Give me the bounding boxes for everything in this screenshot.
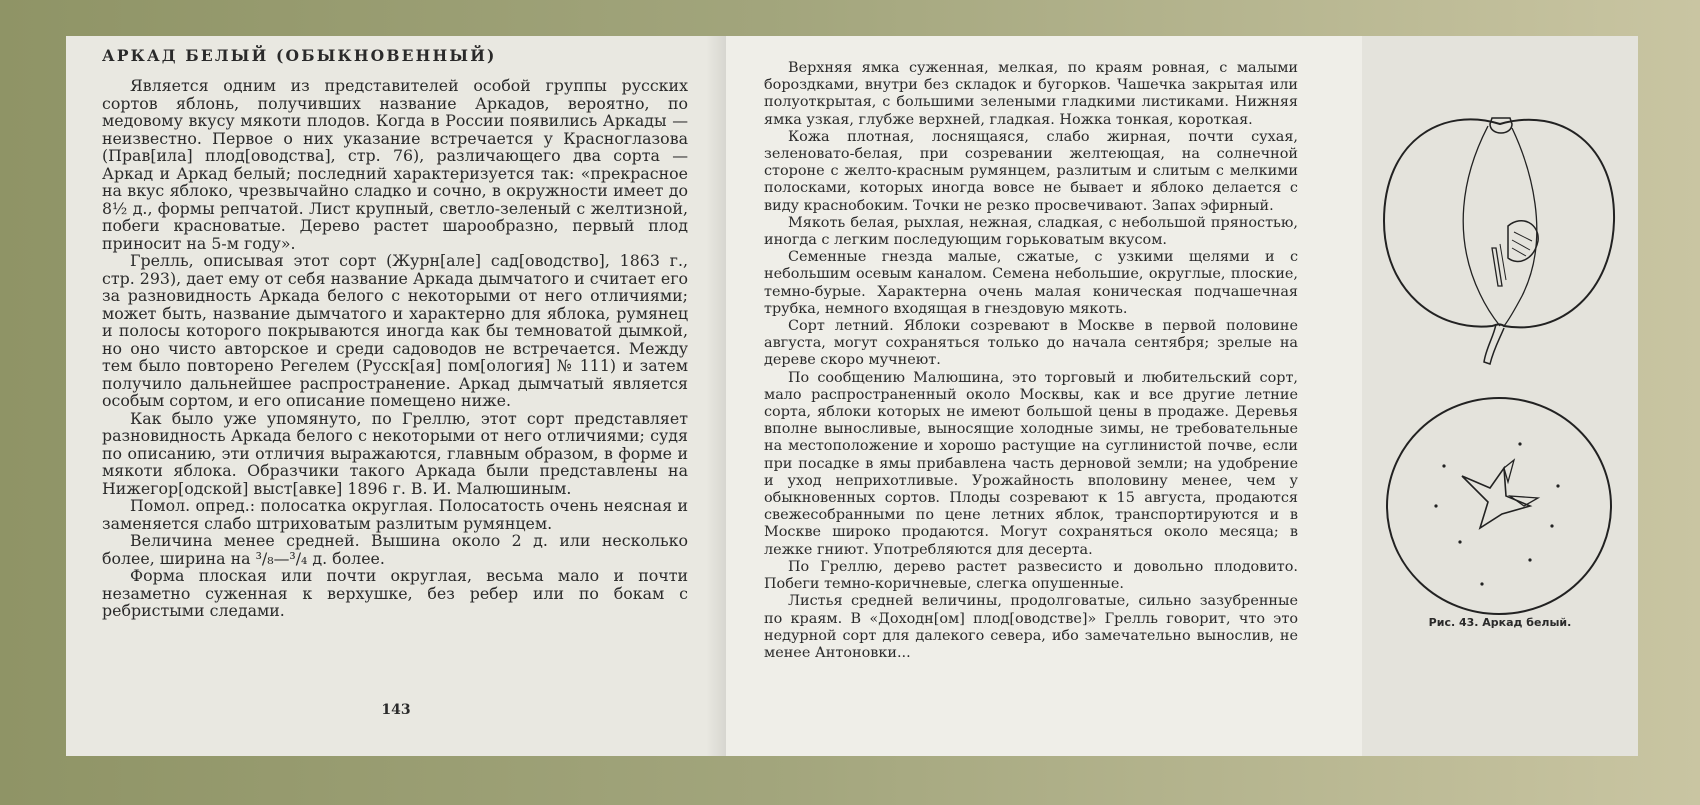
- page-gutter-shadow: [706, 36, 726, 756]
- paragraph: Семенные гнезда малые, сжатые, с узкими щелями и с небольшим осевым каналом. Семена небольшие, округлые, плоские, темно-бурые. Характерна очень малая коническая подчашечная трубка, немного входящая в гнездовую мякоть.: [764, 249, 1298, 317]
- figure-page: [1362, 36, 1638, 756]
- paragraph: Листья средней величины, продолговатые, сильно зазубренные по краям. В «Доходн[ом] плод[оводстве]» Грелль говорит, что это недурной сорт для далекого севера, ибо замечательно вынослив, не менее Антоновки...: [764, 593, 1298, 661]
- page-number: 143: [381, 702, 411, 718]
- apple-cross-section-drawing: [1387, 398, 1611, 614]
- paragraph: Сорт летний. Яблоки созревают в Москве в первой половине августа, могут сохраняться только до начала сентября; зрелые на дереве скоро мучнеют.: [764, 318, 1298, 369]
- paragraph: Верхняя ямка суженная, мелкая, по краям ровная, с малыми бороздками, внутри без складок и бугорков. Чашечка закрытая или полуоткрытая, с большими зелеными гладкими листиками. Нижняя ямка узкая, глубже верхней, гладкая. Ножка тонкая, короткая.: [764, 60, 1298, 128]
- paragraph: Кожа плотная, лоснящаяся, слабо жирная, почти сухая, зеленовато-белая, при созревании желтеющая, на солнечной стороне с желто-красным румянцем, разлитым и слитым с мелкими полосками, которых иногда вовсе не бывает и яблоко делается с виду краснобоким. Точки не резко просвечивают. Запах эфирный.: [764, 128, 1298, 214]
- paragraph: По Греллю, дерево растет развесисто и довольно плодовито. Побеги темно-коричневые, слегка опушенные.: [764, 558, 1298, 593]
- apple-illustration: [1362, 36, 1638, 756]
- apple-section-drawing: [1384, 118, 1614, 364]
- figure-caption: Рис. 43. Аркад белый.: [1428, 616, 1572, 629]
- paragraph: Является одним из представителей особой группы русских сортов яблонь, получивших название Аркадов, вероятно, по медовому вкусу мякоти плодов. Когда в России появились Аркады — неизвестно. Первое о них указание встречается у Красноглазова (Прав[ила] плод[оводства], стр. 76), различающего два сорта — Аркад и Аркад белый; последний характеризуется так: «прекрасное на вкус яблоко, чрезвычайно сладко и сочно, в окружности имеет до 8½ д., формы репчатой. Лист крупный, светло-зеленый с желтизной, побеги красноватые. Дерево растет шарообразно, первый плод приносит на 5-м году».: [102, 76, 688, 253]
- paragraph: Помол. опред.: полосатка округлая. Полосатость очень неясная и заменяется слабо штриховатым разлитым румянцем.: [102, 496, 688, 533]
- paragraph: Как было уже упомянуто, по Греллю, этот сорт представляет разновидность Аркада белого с некоторыми от него отличиями; судя по описанию, эти отличия выражаются, главным образом, в форме и мякоти яблока. Образчики такого Аркада были представлены на Нижегор[одской] выст[авке] 1896 г. В. И. Малюшиным.: [102, 408, 688, 498]
- paragraph: Грелль, описывая этот сорт (Журн[але] сад[оводство], 1863 г., стр. 293), дает ему от себя название Аркада дымчатого и считает его за разновидность Аркада белого с некоторыми от него отличиями; может быть, название дымчатого и характерно для яблока, румянец и полосы которого покрываются иногда как бы темноватой дымкой, но оно чисто авторское и среди садоводов не встречается. Между тем было повторено Регелем (Русск[ая] пом[ология] № 111) и затем получило дальнейшее распространение. Аркад дымчатый является особым сортом, и его описание помещено ниже.: [102, 251, 688, 410]
- left-page: [66, 36, 726, 756]
- page-heading: АРКАД БЕЛЫЙ (ОБЫКНОВЕННЫЙ): [102, 46, 497, 65]
- paragraph: По сообщению Малюшина, это торговый и любительский сорт, мало распространенный около Москвы, как и все другие летние сорта, яблоки которых не имеют большой цены в продаже. Деревья вполне выносливые, выносящие холодные зимы, не требовательные на местоположение и хорошо растущие на суглинистой почве, если при посадке в ямы прибавлена часть дерновой земли; на удобрение и уход неприхотливые. Урожайность вполовину менее, чем у обыкновенных сортов. Плоды созревают к 15 августа, продаются свежесобранными по цене летних яблок, транспортируются и в Москве широко продаются. Могут сохраняться около месяца; в лежке гниют. Употребляются для десерта.: [764, 369, 1298, 558]
- paragraph: Величина менее средней. Вышина около 2 д. или несколько более, ширина на ³/₈—³/₄ д. более.: [102, 531, 688, 568]
- middle-page: [726, 36, 1362, 756]
- paragraph: Форма плоская или почти округлая, весьма мало и почти незаметно суженная к верхушке, без ребер или по бокам с ребристыми следами.: [102, 566, 688, 620]
- paragraph: Мякоть белая, рыхлая, нежная, сладкая, с небольшой пряностью, иногда с легким последующим горьковатым вкусом.: [764, 214, 1298, 249]
- calyx-dots: [1434, 442, 1559, 585]
